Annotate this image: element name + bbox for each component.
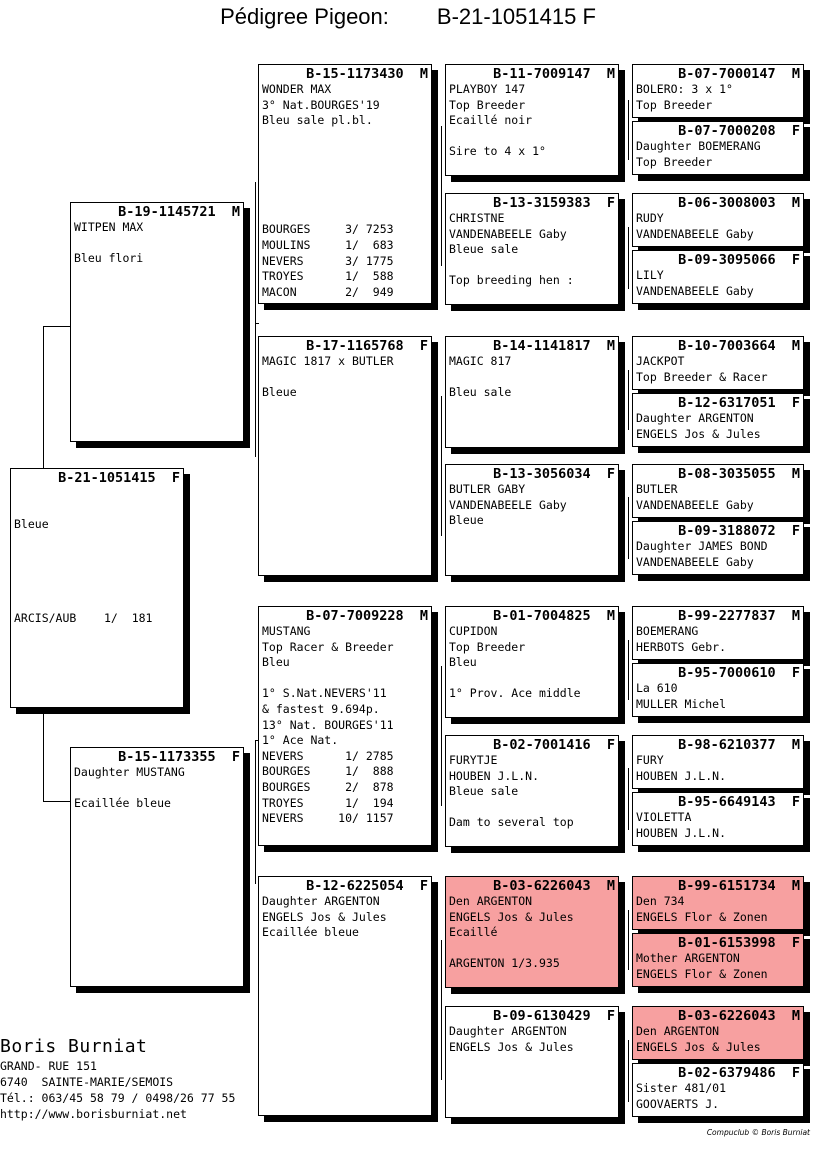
pigeon-card-g6 <box>632 393 804 447</box>
pigeon-info-line <box>449 129 615 145</box>
page-title <box>0 4 816 30</box>
connector <box>255 323 259 324</box>
pigeon-card-dds <box>445 876 619 988</box>
ring-number: B-17-1165768 F <box>306 338 428 354</box>
pigeon-info-line: CHRISTNE <box>449 211 505 225</box>
ring-number: B-03-6226043 M <box>678 1008 800 1024</box>
ring-number: B-09-3095066 F <box>678 252 800 268</box>
pigeon-card-g12 <box>632 792 804 846</box>
title-ring: B-21-1051415 F <box>436 4 596 29</box>
ring-number: B-09-3188072 F <box>678 523 800 539</box>
connector <box>628 910 629 970</box>
pigeon-info-line: VANDENABEELE Gaby <box>449 226 567 241</box>
pigeon-info-line: FURY <box>636 753 664 767</box>
pigeon-info-line <box>14 580 180 596</box>
pigeon-info-line: Dam to several top <box>449 815 574 830</box>
pigeon-info-line <box>14 595 180 611</box>
pigeon-card-g11 <box>632 735 804 789</box>
ring-number: B-12-6317051 F <box>678 395 800 411</box>
ring-number: B-02-6379486 F <box>678 1065 800 1081</box>
pigeon-info-line <box>449 671 615 687</box>
pigeon-info-line: 13° Nat. BOURGES'11 <box>262 717 394 732</box>
connector <box>628 768 629 830</box>
ring-number: B-99-6151734 M <box>678 878 800 894</box>
pigeon-card-sire <box>70 202 244 442</box>
ring-number: B-95-6649143 F <box>678 794 800 810</box>
connector <box>628 1040 629 1102</box>
connector <box>441 126 442 266</box>
pigeon-info-line: HOUBEN J.L.N. <box>449 768 540 783</box>
pigeon-info-line: ENGELS Jos & Jules <box>262 909 387 924</box>
pigeon-info-line: BUTLER GABY <box>449 482 526 496</box>
pigeon-info-line: NEVERS 10/ 1157 <box>262 811 394 826</box>
ring-number: B-01-7004825 M <box>493 608 615 624</box>
pigeon-info-line: WONDER MAX <box>262 82 332 96</box>
pigeon-info-line <box>14 564 180 580</box>
pigeon-info-line: Ecaillée bleue <box>74 796 171 811</box>
connector <box>255 182 256 323</box>
pigeon-info-line <box>74 781 240 797</box>
pigeon-info-line: Bleue <box>449 513 484 528</box>
pigeon-card-g3 <box>632 193 804 247</box>
pigeon-card-g4 <box>632 250 804 304</box>
ring-number: B-21-1051415 F <box>58 470 180 486</box>
pigeon-card-sire-dam <box>258 336 432 576</box>
pigeon-info-line: Bleue <box>14 517 49 532</box>
pigeon-card-ddd <box>445 1006 619 1118</box>
pigeon-card-sdd <box>445 464 619 576</box>
owner-address1: GRAND- RUE 151 <box>0 1059 97 1073</box>
pigeon-info-line: MACON 2/ 949 <box>262 284 394 299</box>
ring-number: B-14-1141817 M <box>493 338 615 354</box>
pigeon-info-line <box>14 533 180 549</box>
connector <box>255 740 256 884</box>
connector <box>43 708 44 801</box>
pigeon-info-line <box>14 548 180 564</box>
pigeon-info-line: Bleue sale <box>449 784 519 799</box>
pigeon-info-line: Bleue sale <box>449 242 519 257</box>
pigeon-info-line: Sire to 4 x 1° <box>449 144 546 159</box>
pigeon-info-line: HOUBEN J.L.N. <box>636 768 727 783</box>
pigeon-info-line: 1° Prov. Ace middle <box>449 686 581 701</box>
pigeon-card-g1 <box>632 64 804 118</box>
pigeon-info-line: ENGELS Flor & Zonen <box>636 966 768 981</box>
connector <box>441 940 442 1080</box>
pigeon-card-g5 <box>632 336 804 390</box>
pigeon-info-line: CUPIDON <box>449 624 498 638</box>
pigeon-info-line: Sister 481/01 <box>636 1081 727 1095</box>
pigeon-card-sire-sire <box>258 64 432 304</box>
connector <box>628 497 629 559</box>
owner-phone: Tél.: 063/45 58 79 / 0498/26 77 55 <box>0 1091 236 1105</box>
pigeon-card-dam-dam <box>258 876 432 1116</box>
pigeon-info-line: MAGIC 1817 x BUTLER <box>262 354 394 368</box>
ring-number: B-95-7000610 F <box>678 665 800 681</box>
pigeon-info-line: ENGELS Jos & Jules <box>449 1039 574 1054</box>
pigeon-info-line: BOURGES 1/ 888 <box>262 764 394 779</box>
connector <box>628 640 629 700</box>
ring-number: B-07-7000147 M <box>678 66 800 82</box>
pigeon-info-line: Top Breeder & Racer <box>636 369 768 384</box>
pigeon-info-line: HERBOTS Gebr. <box>636 639 727 654</box>
pigeon-info-line <box>262 671 428 687</box>
pigeon-info-line: Ecaillé <box>449 925 498 940</box>
pigeon-info-line: ENGELS Flor & Zonen <box>636 909 768 924</box>
pigeon-info-line: Mother ARGENTON <box>636 951 740 965</box>
owner-website-link[interactable]: http://www.borisburniat.net <box>0 1107 187 1121</box>
pigeon-card-g15 <box>632 1006 804 1060</box>
ring-number: B-02-7001416 F <box>493 737 615 753</box>
pigeon-info-line: GOOVAERTS J. <box>636 1096 720 1111</box>
ring-number: B-06-3008003 M <box>678 195 800 211</box>
pigeon-info-line: Bleu sale <box>449 385 512 400</box>
ring-number: B-12-6225054 F <box>306 878 428 894</box>
pigeon-info-line: Daughter ARGENTON <box>449 1024 567 1038</box>
pigeon-info-line: MAGIC 817 <box>449 354 512 368</box>
pigeon-info-line <box>74 236 240 252</box>
connector <box>441 666 442 806</box>
pigeon-info-line: MOULINS 1/ 683 <box>262 237 394 252</box>
ring-number: B-15-1173430 M <box>306 66 428 82</box>
ring-number: B-19-1145721 M <box>118 204 240 220</box>
copyright: Compuclub © Boris Burniat <box>706 1128 810 1137</box>
pigeon-info-line: Ecaillée bleue <box>262 925 359 940</box>
pigeon-info-line: VANDENABEELE Gaby <box>636 226 754 241</box>
pigeon-info-line <box>449 941 615 957</box>
connector <box>628 227 629 289</box>
pigeon-card-sds <box>445 336 619 448</box>
ring-number: B-08-3035055 M <box>678 466 800 482</box>
pigeon-info-line: VANDENABEELE Gaby <box>636 283 754 298</box>
connector <box>43 326 71 327</box>
ring-number: B-07-7000208 F <box>678 123 800 139</box>
pigeon-info-line: BUTLER <box>636 482 678 496</box>
pigeon-card-g10 <box>632 663 804 717</box>
ring-number: B-07-7009228 M <box>306 608 428 624</box>
pigeon-card-g9 <box>632 606 804 660</box>
pigeon-info-line <box>262 160 428 176</box>
pigeon-info-line: TROYES 1/ 588 <box>262 269 394 284</box>
pigeon-info-line: 1° S.Nat.NEVERS'11 <box>262 686 387 701</box>
pigeon-info-line <box>449 800 615 816</box>
pigeon-card-dam <box>70 747 244 987</box>
pigeon-card-sss <box>445 64 619 176</box>
pigeon-info-line: Top Racer & Breeder <box>262 639 394 654</box>
pigeon-info-line: LILY <box>636 268 664 282</box>
pigeon-info-line <box>262 144 428 160</box>
owner-address2: 6740 SAINTE-MARIE/SEMOIS <box>0 1075 174 1089</box>
pigeon-info-line: NEVERS 1/ 2785 <box>262 748 394 763</box>
pigeon-info-line: VIOLETTA <box>636 810 692 824</box>
ring-number: B-98-6210377 M <box>678 737 800 753</box>
pigeon-card-g14 <box>632 933 804 987</box>
pigeon-info-line: VANDENABEELE Gaby <box>636 554 754 569</box>
pigeon-info-line: Den ARGENTON <box>636 1024 720 1038</box>
ring-number: B-13-3056034 F <box>493 466 615 482</box>
pigeon-card-g16 <box>632 1063 804 1117</box>
pigeon-info-line: Top Breeder <box>636 97 713 112</box>
pigeon-info-line <box>262 176 428 192</box>
pigeon-card-g8 <box>632 521 804 575</box>
pigeon-info-line <box>449 370 615 386</box>
pigeon-info-line: TROYES 1/ 194 <box>262 795 394 810</box>
pigeon-info-line: Daughter BOEMERANG <box>636 139 761 153</box>
pigeon-card-dsd <box>445 735 619 847</box>
pigeon-info-line <box>262 370 428 386</box>
pigeon-card-dss <box>445 606 619 718</box>
pigeon-info-line: ARGENTON 1/3.935 <box>449 956 560 971</box>
pigeon-info-line: ENGELS Jos & Jules <box>636 1039 761 1054</box>
pigeon-info-line: MULLER Michel <box>636 696 727 711</box>
pigeon-info-line: Daughter MUSTANG <box>74 765 185 779</box>
pigeon-info-line: & fastest 9.694p. <box>262 701 380 716</box>
pigeon-info-line <box>262 129 428 145</box>
ring-number: B-01-6153998 F <box>678 935 800 951</box>
pigeon-info-line: La 610 <box>636 681 678 695</box>
pigeon-info-line: Top Breeder <box>449 97 526 112</box>
pigeon-info-line: Den ARGENTON <box>449 894 533 908</box>
ring-number: B-09-6130429 F <box>493 1008 615 1024</box>
pigeon-info-line: Top Breeder <box>636 154 713 169</box>
pigeon-info-line <box>14 486 180 502</box>
title-label: Pédigree Pigeon: <box>220 4 389 29</box>
pigeon-info-line: BOLERO: 3 x 1° <box>636 82 733 96</box>
connector <box>43 801 71 802</box>
connector <box>255 323 256 457</box>
pigeon-info-line: Den 734 <box>636 894 685 908</box>
pigeon-info-line: PLAYBOY 147 <box>449 82 526 96</box>
owner-block <box>0 1036 235 1122</box>
pigeon-info-line: Daughter ARGENTON <box>262 894 380 908</box>
pigeon-info-line: Bleue <box>262 385 297 400</box>
pigeon-info-line: NEVERS 3/ 1775 <box>262 253 394 268</box>
pigeon-info-line: Daughter JAMES BOND <box>636 539 768 553</box>
pigeon-info-line: Bleu <box>262 655 290 670</box>
pigeon-card-g13 <box>632 876 804 930</box>
pigeon-info-line: BOURGES 3/ 7253 <box>262 222 394 237</box>
ring-number: B-10-7003664 M <box>678 338 800 354</box>
ring-number: B-03-6226043 M <box>493 878 615 894</box>
pigeon-info-line <box>262 191 428 207</box>
pigeon-info-line: ENGELS Jos & Jules <box>449 909 574 924</box>
ring-number: B-99-2277837 M <box>678 608 800 624</box>
pigeon-info-line: ENGELS Jos & Jules <box>636 426 761 441</box>
pigeon-info-line: Bleu sale pl.bl. <box>262 113 373 128</box>
pigeon-info-line: 1° Ace Nat. <box>262 733 339 748</box>
pigeon-info-line: RUDY <box>636 211 664 225</box>
pigeon-info-line <box>14 502 180 518</box>
pigeon-card-g7 <box>632 464 804 518</box>
pigeon-info-line: BOEMERANG <box>636 624 699 638</box>
connector <box>43 326 44 468</box>
pigeon-info-line: Top Breeder <box>449 639 526 654</box>
connector <box>628 370 629 430</box>
pigeon-info-line: HOUBEN J.L.N. <box>636 825 727 840</box>
pigeon-info-line: ARCIS/AUB 1/ 181 <box>14 610 153 625</box>
pigeon-info-line: FURYTJE <box>449 753 498 767</box>
pigeon-info-line <box>449 258 615 274</box>
pigeon-info-line: MUSTANG <box>262 624 311 638</box>
pigeon-info-line: Daughter ARGENTON <box>636 411 754 425</box>
connector <box>628 100 629 160</box>
pigeon-info-line: VANDENABEELE Gaby <box>636 497 754 512</box>
ring-number: B-13-3159383 F <box>493 195 615 211</box>
pigeon-info-line: Bleu <box>449 655 477 670</box>
connector <box>441 396 442 536</box>
pigeon-info-line: JACKPOT <box>636 354 685 368</box>
pigeon-card-g2 <box>632 121 804 175</box>
pigeon-info-line: 3° Nat.BOURGES'19 <box>262 97 380 112</box>
ring-number: B-11-7009147 M <box>493 66 615 82</box>
ring-number: B-15-1173355 F <box>118 749 240 765</box>
pigeon-info-line: BOURGES 2/ 878 <box>262 779 394 794</box>
pigeon-card-subject <box>10 468 184 708</box>
pigeon-info-line: WITPEN MAX <box>74 220 144 234</box>
pigeon-card-ssd <box>445 193 619 305</box>
pigeon-card-dam-sire <box>258 606 432 846</box>
owner-name: Boris Burniat <box>0 1036 148 1057</box>
pigeon-info-line: Ecaillé noir <box>449 113 533 128</box>
pigeon-info-line: Bleu flori <box>74 251 144 266</box>
pigeon-info-line <box>262 207 428 223</box>
pigeon-info-line: VANDENABEELE Gaby <box>449 497 567 512</box>
pigeon-info-line: Top breeding hen : <box>449 273 574 288</box>
